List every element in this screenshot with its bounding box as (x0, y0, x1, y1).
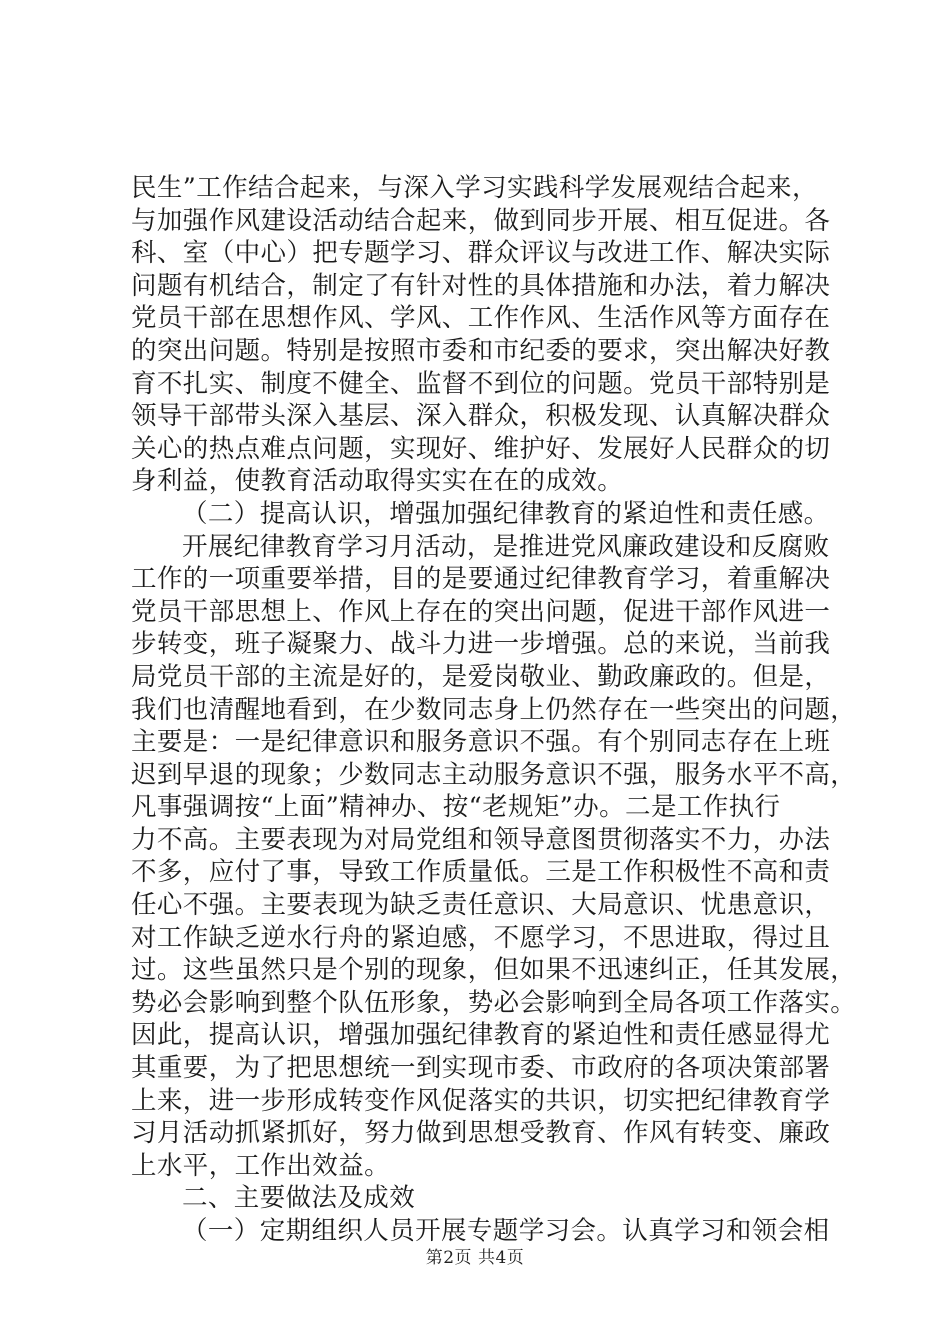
text-line: 凡事强调按“上面”精神办、按“老规矩”办。二是工作执行 (131, 792, 781, 823)
text-line: 习月活动抓紧抓好，努力做到思想受教育、作风有转变、廉政 (131, 1118, 831, 1149)
page-footer: 第2页 共4页 (425, 1248, 525, 1268)
section-heading: （二）提高认识，增强加强纪律教育的紧迫性和责任感。 (182, 498, 830, 529)
subsection-heading: （一）定期组织人员开展专题学习会。认真学习和领会相 (182, 1216, 830, 1246)
text-line: 迟到早退的现象；少数同志主动服务意识不强，服务水平不高， (131, 759, 857, 790)
text-line: 关心的热点难点问题，实现好、维护好、发展好人民群众的切 (131, 433, 831, 464)
text-line: 因此，提高认识，增强加强纪律教育的紧迫性和责任感显得尤 (131, 1020, 831, 1051)
text-line: 工作的一项重要举措，目的是要通过纪律教育学习，着重解决 (131, 564, 831, 595)
text-line: 力不高。主要表现为对局党组和领导意图贯彻落实不力，办法 (131, 824, 831, 855)
text-line: 过。这些虽然只是个别的现象，但如果不迅速纠正，任其发展， (131, 955, 857, 986)
text-line: 民生”工作结合起来，与深入学习实践科学发展观结合起来， (131, 173, 818, 203)
text-line: 身利益，使教育活动取得实实在在的成效。 (131, 466, 624, 497)
document-body (131, 172, 857, 1248)
text-line: 科、室（中心）把专题学习、群众评议与改进工作、解决实际 (131, 238, 831, 269)
text-line: 对工作缺乏逆水行舟的紧迫感，不愿学习，不思进取，得过且 (131, 922, 831, 953)
text-line: 育不扎实、制度不健全、监督不到位的问题。党员干部特别是 (131, 368, 831, 399)
text-line: 与加强作风建设活动结合起来，做到同步开展、相互促进。各 (131, 205, 831, 236)
text-line: 不多，应付了事，导致工作质量低。三是工作积极性不高和责 (131, 857, 831, 888)
text-line: 党员干部在思想作风、学风、工作作风、生活作风等方面存在 (131, 303, 831, 334)
text-line: 势必会影响到整个队伍形象，势必会影响到全局各项工作落实。 (131, 987, 857, 1018)
text-line: 党员干部思想上、作风上存在的突出问题，促进干部作风进一 (131, 596, 831, 627)
text-line: 其重要，为了把思想统一到实现市委、市政府的各项决策部署 (131, 1053, 831, 1084)
text-line: 的突出问题。特别是按照市委和市纪委的要求，突出解决好教 (131, 335, 831, 366)
text-line: 任心不强。主要表现为缺乏责任意识、大局意识、忧患意识， (131, 890, 831, 921)
text-line: 我们也清醒地看到，在少数同志身上仍然存在一些突出的问题， (131, 694, 857, 725)
text-line: 领导干部带头深入基层、深入群众，积极发现、认真解决群众 (131, 401, 831, 432)
section-heading: 二、主要做法及成效 (182, 1183, 416, 1214)
text-line: 上来，进一步形成转变作风促落实的共识，切实把纪律教育学 (131, 1085, 831, 1116)
text-line: 问题有机结合，制定了有针对性的具体措施和办法，着力解决 (131, 270, 831, 301)
text-line: 步转变，班子凝聚力、战斗力进一步增强。总的来说，当前我 (131, 629, 831, 660)
paragraph-first-line: 开展纪律教育学习月活动，是推进党风廉政建设和反腐败 (182, 531, 830, 562)
text-line: 上水平，工作出效益。 (131, 1150, 391, 1181)
text-line: 局党员干部的主流是好的，是爱岗敬业、勤政廉政的。但是， (131, 661, 831, 692)
text-line: 主要是：一是纪律意识和服务意识不强。有个别同志存在上班 (131, 727, 831, 758)
